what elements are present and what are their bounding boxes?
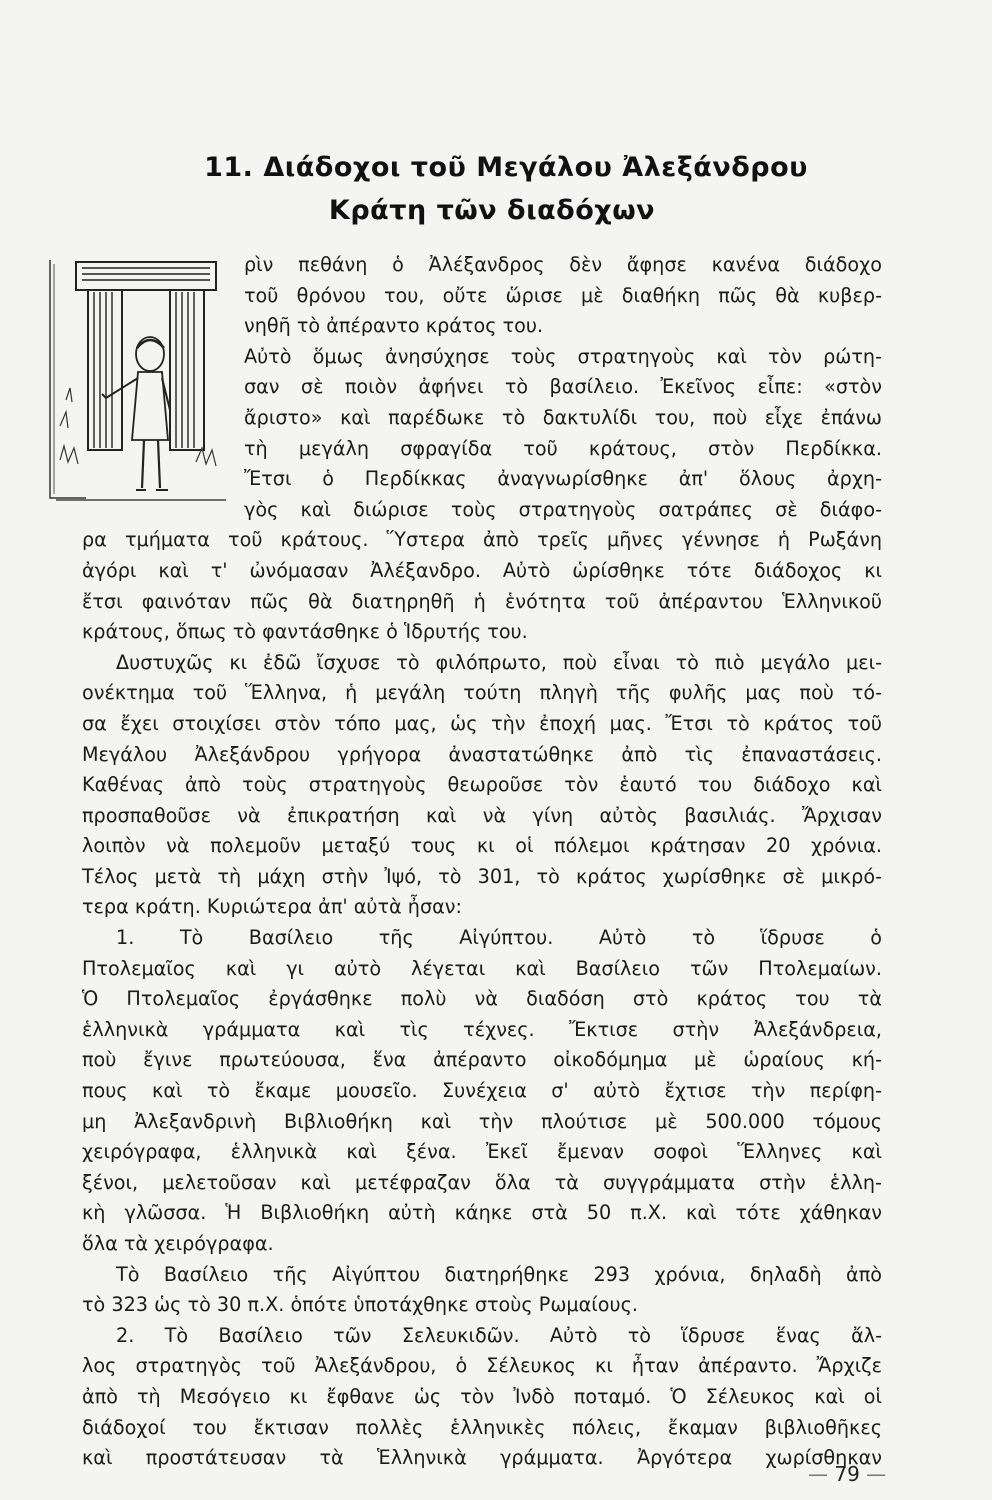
text-line: Ἔτσι ὁ Περδίκκας ἀναγνωρίσθηκε ἀπ' ὅλους ἀρχη- bbox=[244, 467, 882, 491]
text-line: ξένοι, μελετοῦσαν καὶ μετέφραζαν ὅλα τὰ συγγράμματα στὴν ἑλλη- bbox=[82, 1170, 882, 1194]
text-line: σαν σὲ ποιὸν ἀφήνει τὸ βασίλειο. Ἐκεῖνος εἶπε: «στὸν bbox=[244, 375, 882, 399]
text-line: Τὸ Βασίλειο τῆς Αἰγύπτου διατηρήθηκε 293 χρόνια, δηλαδὴ ἀπὸ bbox=[116, 1262, 882, 1286]
text-line: Ὁ Πτολεμαῖος ἐργάσθηκε πολὺ νὰ διαδόση στὸ κράτος του τὰ bbox=[82, 987, 882, 1011]
text-line: σα ἔχει στοιχίσει στὸν τόπο μας, ὡς τὴν ἐποχή μας. Ἔτσι τὸ κράτος τοῦ bbox=[82, 711, 882, 735]
text-line: πους καὶ τὸ ἔκαμε μουσεῖο. Συνέχεια σ' αὐτὸ ἔχτισε τὴν περίφη- bbox=[82, 1079, 882, 1103]
page-number bbox=[808, 1462, 898, 1486]
dropcap-paragraph bbox=[244, 250, 882, 525]
page-number-value: 79 bbox=[834, 1462, 860, 1486]
text-line: τοῦ θρόνου του, οὔτε ὥρισε μὲ διαθήκη πῶς θὰ κυβερ- bbox=[244, 283, 882, 307]
page-number-dash: — bbox=[808, 1462, 835, 1486]
chapter-title: 11. Διάδοχοι τοῦ Μεγάλου Ἀλεξάνδρου bbox=[204, 152, 808, 183]
text-line: Μεγάλου Ἀλεξάνδρου γρήγορα ἀναστατώθηκε ἀπὸ τὶς ἐπαναστάσεις. bbox=[82, 742, 882, 766]
text-line: Δυστυχῶς κι ἐδῶ ἴσχυσε τὸ φιλόπρωτο, ποὺ εἶναι τὸ πιὸ μεγάλο μει- bbox=[116, 650, 882, 674]
text-line: ποὺ ἔγινε πρωτεύουσα, ἕνα ἀπέραντο οἰκοδόμημα μὲ ὡραίους κή- bbox=[82, 1048, 882, 1072]
text-line: ἔτσι φαινόταν πῶς θὰ διατηρηθῆ ἡ ἑνότητα τοῦ ἀπέραντου Ἑλληνικοῦ bbox=[82, 589, 882, 613]
text-line: κράτους, ὅπως τὸ φαντάσθηκε ὁ Ἱδρυτής του. bbox=[82, 620, 528, 644]
text-line: διάδοχοί του ἔκτισαν πολλὲς ἑλληνικὲς πόλεις, ἔκαμαν βιβλιοθῆκες bbox=[82, 1415, 882, 1439]
text-line: λος στρατηγὸς τοῦ Ἀλεξάνδρου, ὁ Σέλευκος κι ἦταν ἀπέραντο. Ἄρχιζε bbox=[82, 1354, 882, 1378]
page-number-dash: — bbox=[859, 1462, 887, 1486]
text-line: νηθῆ τὸ ἀπέραντο κράτος του. bbox=[244, 314, 544, 338]
text-line: ρὶν πεθάνη ὁ Ἀλέξανδρος δὲν ἄφησε κανένα διάδοχο bbox=[244, 253, 882, 276]
text-line: τὸ 323 ὡς τὸ 30 π.Χ. ὁπότε ὑποτάχθηκε στοὺς Ρωμαίους. bbox=[82, 1293, 638, 1317]
text-line: 1. Τὸ Βασίλειο τῆς Αἰγύπτου. Αὐτὸ τὸ ἵδρυσε ὁ bbox=[116, 926, 882, 950]
text-line: τὴ μεγάλη σφραγίδα τοῦ κράτους, στὸν Περδίκκα. bbox=[244, 436, 882, 460]
text-line: κὴ γλῶσσα. Ἡ Βιβλιοθήκη αὐτὴ κάηκε στὰ 50 π.Χ. καὶ τότε χάθηκαν bbox=[82, 1201, 882, 1225]
text-line: χειρόγραφα, ἑλληνικὰ καὶ ξένα. Ἐκεῖ ἔμεναν σοφοὶ Ἕλληνες καὶ bbox=[82, 1140, 882, 1164]
text-line: ἀπὸ τὴ Μεσόγειο κι ἔφθανε ὡς τὸν Ἰνδὸ ποταμό. Ὁ Σέλευκος καὶ οἱ bbox=[82, 1384, 882, 1408]
text-line: ἑλληνικὰ γράμματα καὶ τὶς τέχνες. Ἔκτισε στὴν Ἀλεξάνδρεια, bbox=[82, 1017, 882, 1041]
text-line: μη Ἀλεξανδρινὴ Βιβλιοθήκη καὶ τὴν πλούτισε μὲ 500.000 τόμους bbox=[82, 1109, 882, 1133]
chapter-subtitle: Κράτη τῶν διαδόχων bbox=[328, 195, 656, 226]
text-line: λοιπὸν νὰ πολεμοῦν μεταξύ τους κι οἱ πόλεμοι κράτησαν 20 χρόνια. bbox=[82, 834, 882, 858]
text-line: τερα κράτη. Κυριώτερα ἀπ' αὐτὰ ἦσαν: bbox=[82, 895, 462, 919]
text-line: Τέλος μετὰ τὴ μάχη στὴν Ἰψό, τὸ 301, τὸ κράτος χωρίσθηκε σὲ μικρό- bbox=[82, 864, 882, 888]
text-line: 2. Τὸ Βασίλειο τῶν Σελευκιδῶν. Αὐτὸ τὸ ἵδρυσε ἕνας ἄλ- bbox=[116, 1323, 882, 1347]
text-line: Πτολεμαῖος καὶ γι αὐτὸ λέγεται καὶ Βασίλειο τῶν Πτολεμαίων. bbox=[82, 956, 882, 980]
body-text bbox=[82, 250, 882, 1474]
text-line: Αὐτὸ ὅμως ἀνησύχησε τοὺς στρατηγοὺς καὶ τὸν ρώτη- bbox=[244, 344, 882, 368]
text-line: καὶ προστάτευσαν τὰ Ἑλληνικὰ γράμματα. Ἀργότερα χωρίσθηκαν bbox=[82, 1446, 882, 1470]
text-line: Καθένας ἀπὸ τοὺς στρατηγοὺς θεωροῦσε τὸν ἑαυτό του διάδοχο καὶ bbox=[82, 773, 882, 797]
text-line: ἄριστο» καὶ παρέδωκε τὸ δακτυλίδι του, ποὺ εἶχε ἐπάνω bbox=[244, 405, 882, 429]
text-line: ρα τμήματα τοῦ κράτους. Ὕστερα ἀπὸ τρεῖς μῆνες γέννησε ἡ Ρωξάνη bbox=[82, 528, 882, 552]
text-line: ὅλα τὰ χειρόγραφα. bbox=[82, 1232, 274, 1255]
text-line: ονέκτημα τοῦ Ἕλληνα, ἡ μεγάλη τούτη πληγὴ τῆς φυλῆς μας ποὺ τό- bbox=[82, 681, 882, 705]
text-line: γὸς καὶ διώρισε τοὺς στρατηγοὺς σατράπες σὲ διάφο- bbox=[244, 497, 882, 521]
text-line: ἀγόρι καὶ τ' ὠνόμασαν Ἀλέξανδρο. Αὐτὸ ὡρίσθηκε τότε διάδοχος κι bbox=[82, 558, 882, 582]
text-line: προσπαθοῦσε νὰ ἐπικρατήση καὶ νὰ γίνη αὐτὸς βασιλιάς. Ἄρχισαν bbox=[82, 803, 882, 827]
